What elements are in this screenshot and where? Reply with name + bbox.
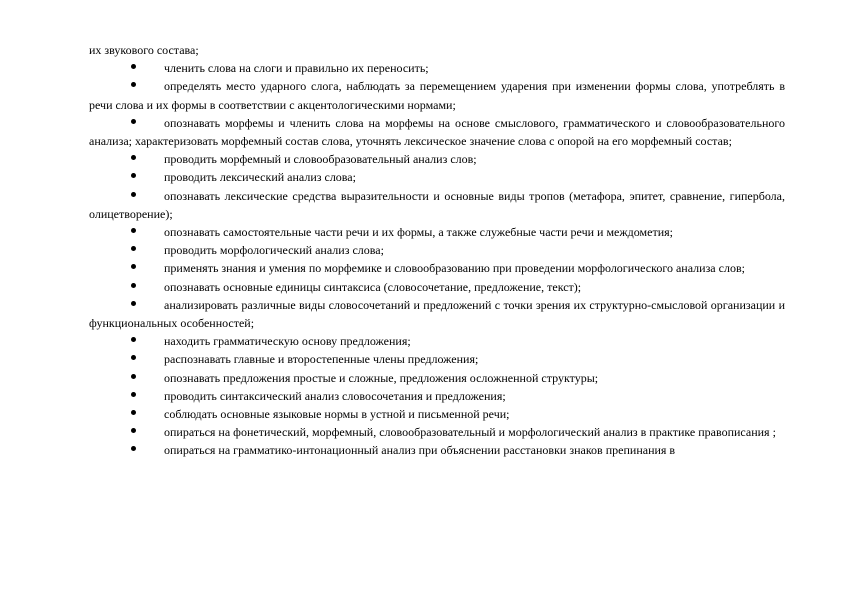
bullet-icon	[131, 192, 136, 197]
bullet-icon	[131, 301, 136, 306]
list-item-text: опознавать лексические средства выразительности и основные виды тропов (метафора, эпитет, сравнение, гипербола, олицетворение);	[89, 188, 785, 221]
bullet-icon	[131, 264, 136, 269]
list-item	[89, 168, 785, 186]
list-item-text: опознавать самостоятельные части речи и их формы, а также служебные части речи и междометия;	[164, 225, 673, 240]
list-item-text: членить слова на слоги и правильно их переносить;	[164, 61, 429, 76]
list-item	[89, 423, 785, 441]
list-item-text: опознавать морфемы и членить слова на морфемы на основе смыслового, грамматического и словообразовательного анализа; характеризовать морфемный состав слова, уточнять лексическое значение слова с опорой на его морфемный состав;	[89, 115, 785, 149]
bullet-icon	[131, 374, 136, 379]
list-item-text: проводить лексический анализ слова;	[164, 170, 356, 185]
document-body	[89, 41, 785, 460]
list-item-text: опираться на грамматико-интонационный анализ при объяснении расстановки знаков препинания в	[164, 443, 676, 458]
list-item	[89, 259, 785, 277]
bullet-icon	[131, 392, 136, 397]
list-item-text: опознавать основные единицы синтаксиса (словосочетание, предложение, текст);	[164, 279, 582, 294]
bullet-icon	[131, 155, 136, 160]
list-item	[89, 59, 785, 77]
lead-text: их звукового состава;	[89, 43, 199, 57]
list-item	[89, 441, 785, 459]
list-item	[89, 150, 785, 168]
list-item-text: соблюдать основные языковые нормы в устной и письменной речи;	[164, 407, 510, 422]
list-item-text: определять место ударного слога, наблюдать за перемещением ударения при изменении формы слова, употреблять в речи слова и их формы в соответствии с акцентологическими нормами;	[89, 79, 785, 112]
list-item-text: проводить морфологический анализ слова;	[164, 243, 384, 258]
list-item	[89, 187, 785, 223]
bullet-icon	[131, 355, 136, 360]
bullet-icon	[131, 173, 136, 178]
list-item	[89, 369, 785, 387]
list-item-text: анализировать различные виды словосочетаний и предложений с точки зрения их структурно-смысловой организации и функциональных особенностей;	[89, 297, 785, 331]
list-item	[89, 296, 785, 332]
list-item-text: находить грамматическую основу предложения;	[164, 334, 411, 349]
list-item-text: опираться на фонетический, морфемный, словообразовательный и морфологический анализ в практике правописания ;	[164, 425, 776, 440]
list-item-text: применять знания и умения по морфемике и словообразованию при проведении морфологического анализа слов;	[164, 261, 745, 276]
bullet-icon	[131, 446, 136, 451]
list-item-text: опознавать предложения простые и сложные, предложения осложненной структуры;	[164, 370, 599, 385]
list-item	[89, 332, 785, 350]
bullet-icon	[131, 82, 136, 87]
list-item-text: проводить синтаксический анализ словосочетания и предложения;	[164, 388, 506, 403]
bullet-icon	[131, 410, 136, 415]
bullet-icon	[131, 119, 136, 124]
list-item	[89, 223, 785, 241]
list-item	[89, 278, 785, 296]
bullet-icon	[131, 64, 136, 69]
list-item	[89, 114, 785, 150]
list-item	[89, 387, 785, 405]
list-item	[89, 405, 785, 423]
bullet-icon	[131, 228, 136, 233]
bullet-icon	[131, 246, 136, 251]
list-item	[89, 350, 785, 368]
bullet-icon	[131, 283, 136, 288]
list-item	[89, 241, 785, 259]
bullet-icon	[131, 337, 136, 342]
list-item	[89, 77, 785, 113]
bullet-icon	[131, 428, 136, 433]
list-item-text: распознавать главные и второстепенные члены предложения;	[164, 352, 479, 367]
list-item-text: проводить морфемный и словообразовательный анализ слов;	[164, 152, 477, 167]
